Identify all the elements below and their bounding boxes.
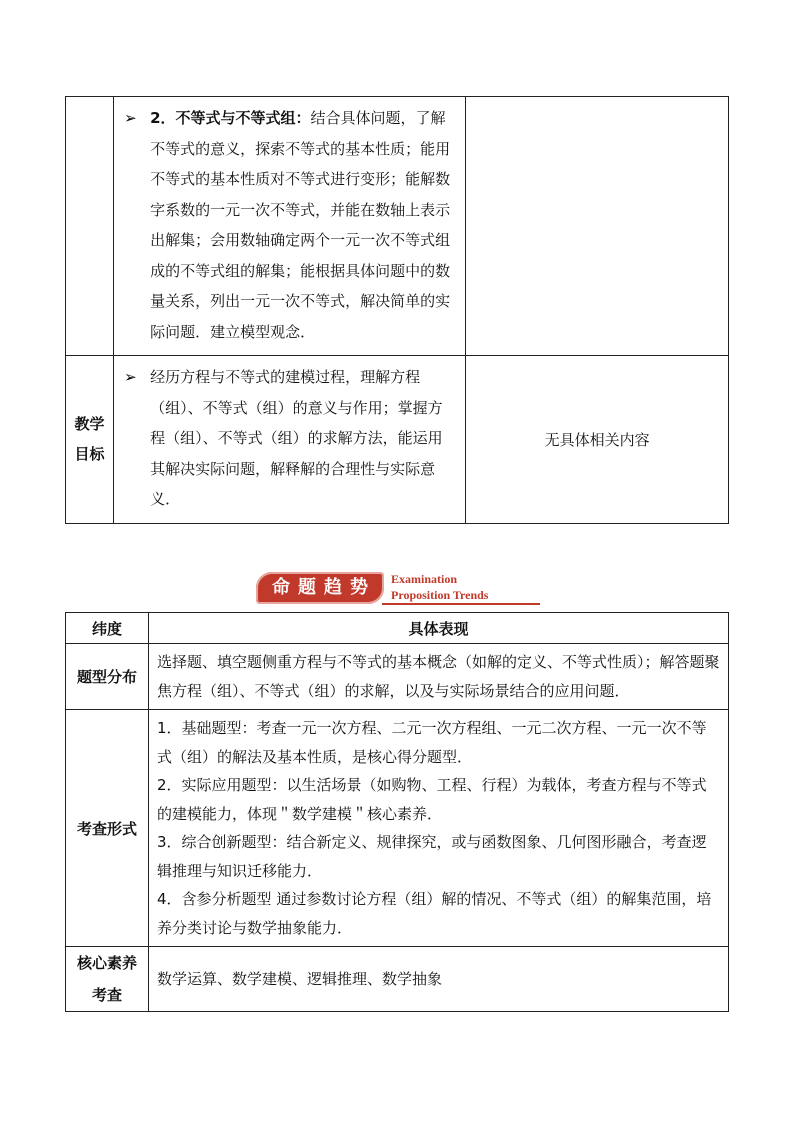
inequality-heading: 2．不等式与不等式组： — [150, 109, 311, 127]
question-types-text: 选择题、填空题侧重方程与不等式的基本概念（如解的定义、不等式性质）；解答题聚焦方程（组）、不等式（组）的求解，以及与实际场景结合的应用问题． — [149, 644, 729, 710]
exam-forms-content — [149, 710, 729, 947]
trends-header-row — [66, 613, 729, 644]
teaching-objective-text: 经历方程与不等式的建模过程，理解方程（组）、不等式（组）的意义与作用；掌握方程（组）、不等式（组）的求解方法，能运用其解决实际问题，解释解的合理性与实际意义． — [150, 368, 443, 508]
core-literacy-text: 数学运算、数学建模、逻辑推理、数学抽象 — [149, 947, 729, 1012]
proposition-trends-banner — [256, 569, 546, 607]
exam-forms-label: 考查形式 — [66, 710, 149, 947]
teaching-objective-content — [114, 356, 466, 524]
no-related-content: 无具体相关内容 — [466, 356, 729, 524]
teaching-goals-table — [65, 96, 729, 524]
teaching-objective-label: 教学 目标 — [66, 356, 114, 524]
banner-underline — [382, 603, 540, 605]
trends-row-question-types — [66, 644, 729, 710]
exam-form-item: 3．综合创新题型：结合新定义、规律探究，或与函数图象、几何图形融合，考查逻辑推理与知识迁移能力． — [157, 833, 707, 880]
goals-row-teaching-objective — [66, 356, 729, 524]
arrow-bullet-icon: ➢ — [124, 109, 137, 127]
header-dimension: 纬度 — [66, 613, 149, 644]
proposition-trends-table — [65, 612, 729, 1012]
banner-english-line2: Proposition Trends — [391, 588, 489, 602]
goals-content-cell — [114, 97, 466, 356]
goals-row-inequalities — [66, 97, 729, 356]
exam-form-item: 2．实际应用题型：以生活场景（如购物、工程、行程）为载体，考查方程与不等式的建模能力，体现＂数学建模＂核心素养． — [157, 776, 707, 823]
arrow-bullet-icon: ➢ — [124, 368, 137, 386]
banner-title-pill — [256, 572, 384, 604]
core-literacy-label: 核心素养 考查 — [66, 947, 149, 1012]
banner-title: 命题趋势 — [272, 577, 376, 598]
goals-right-cell — [466, 97, 729, 356]
exam-form-item: 4．含参分析题型 通过参数讨论方程（组）解的情况、不等式（组）的解集范围，培养分类讨论与数学抽象能力． — [157, 890, 712, 937]
trends-row-core-literacy — [66, 947, 729, 1012]
header-detail: 具体表现 — [149, 613, 729, 644]
trends-row-exam-forms — [66, 710, 729, 947]
exam-form-item: 1．基础题型：考查一元一次方程、二元一次方程组、一元二次方程、一元一次不等式（组）的解法及基本性质，是核心得分题型． — [157, 719, 707, 766]
goals-label-cell-empty — [66, 97, 114, 356]
inequality-description: 结合具体问题，了解不等式的意义，探索不等式的基本性质；能用不等式的基本性质对不等式进行变形；能解数字系数的一元一次不等式，并能在数轴上表示出解集；会用数轴确定两个一元一次不等式组成的不等式组的解集；能根据具体问题中的数量关系，列出一元一次不等式，解决简单的实际问题．建立模型观念． — [150, 109, 451, 341]
question-types-label: 题型分布 — [66, 644, 149, 710]
banner-english-line1: Examination — [391, 572, 458, 586]
